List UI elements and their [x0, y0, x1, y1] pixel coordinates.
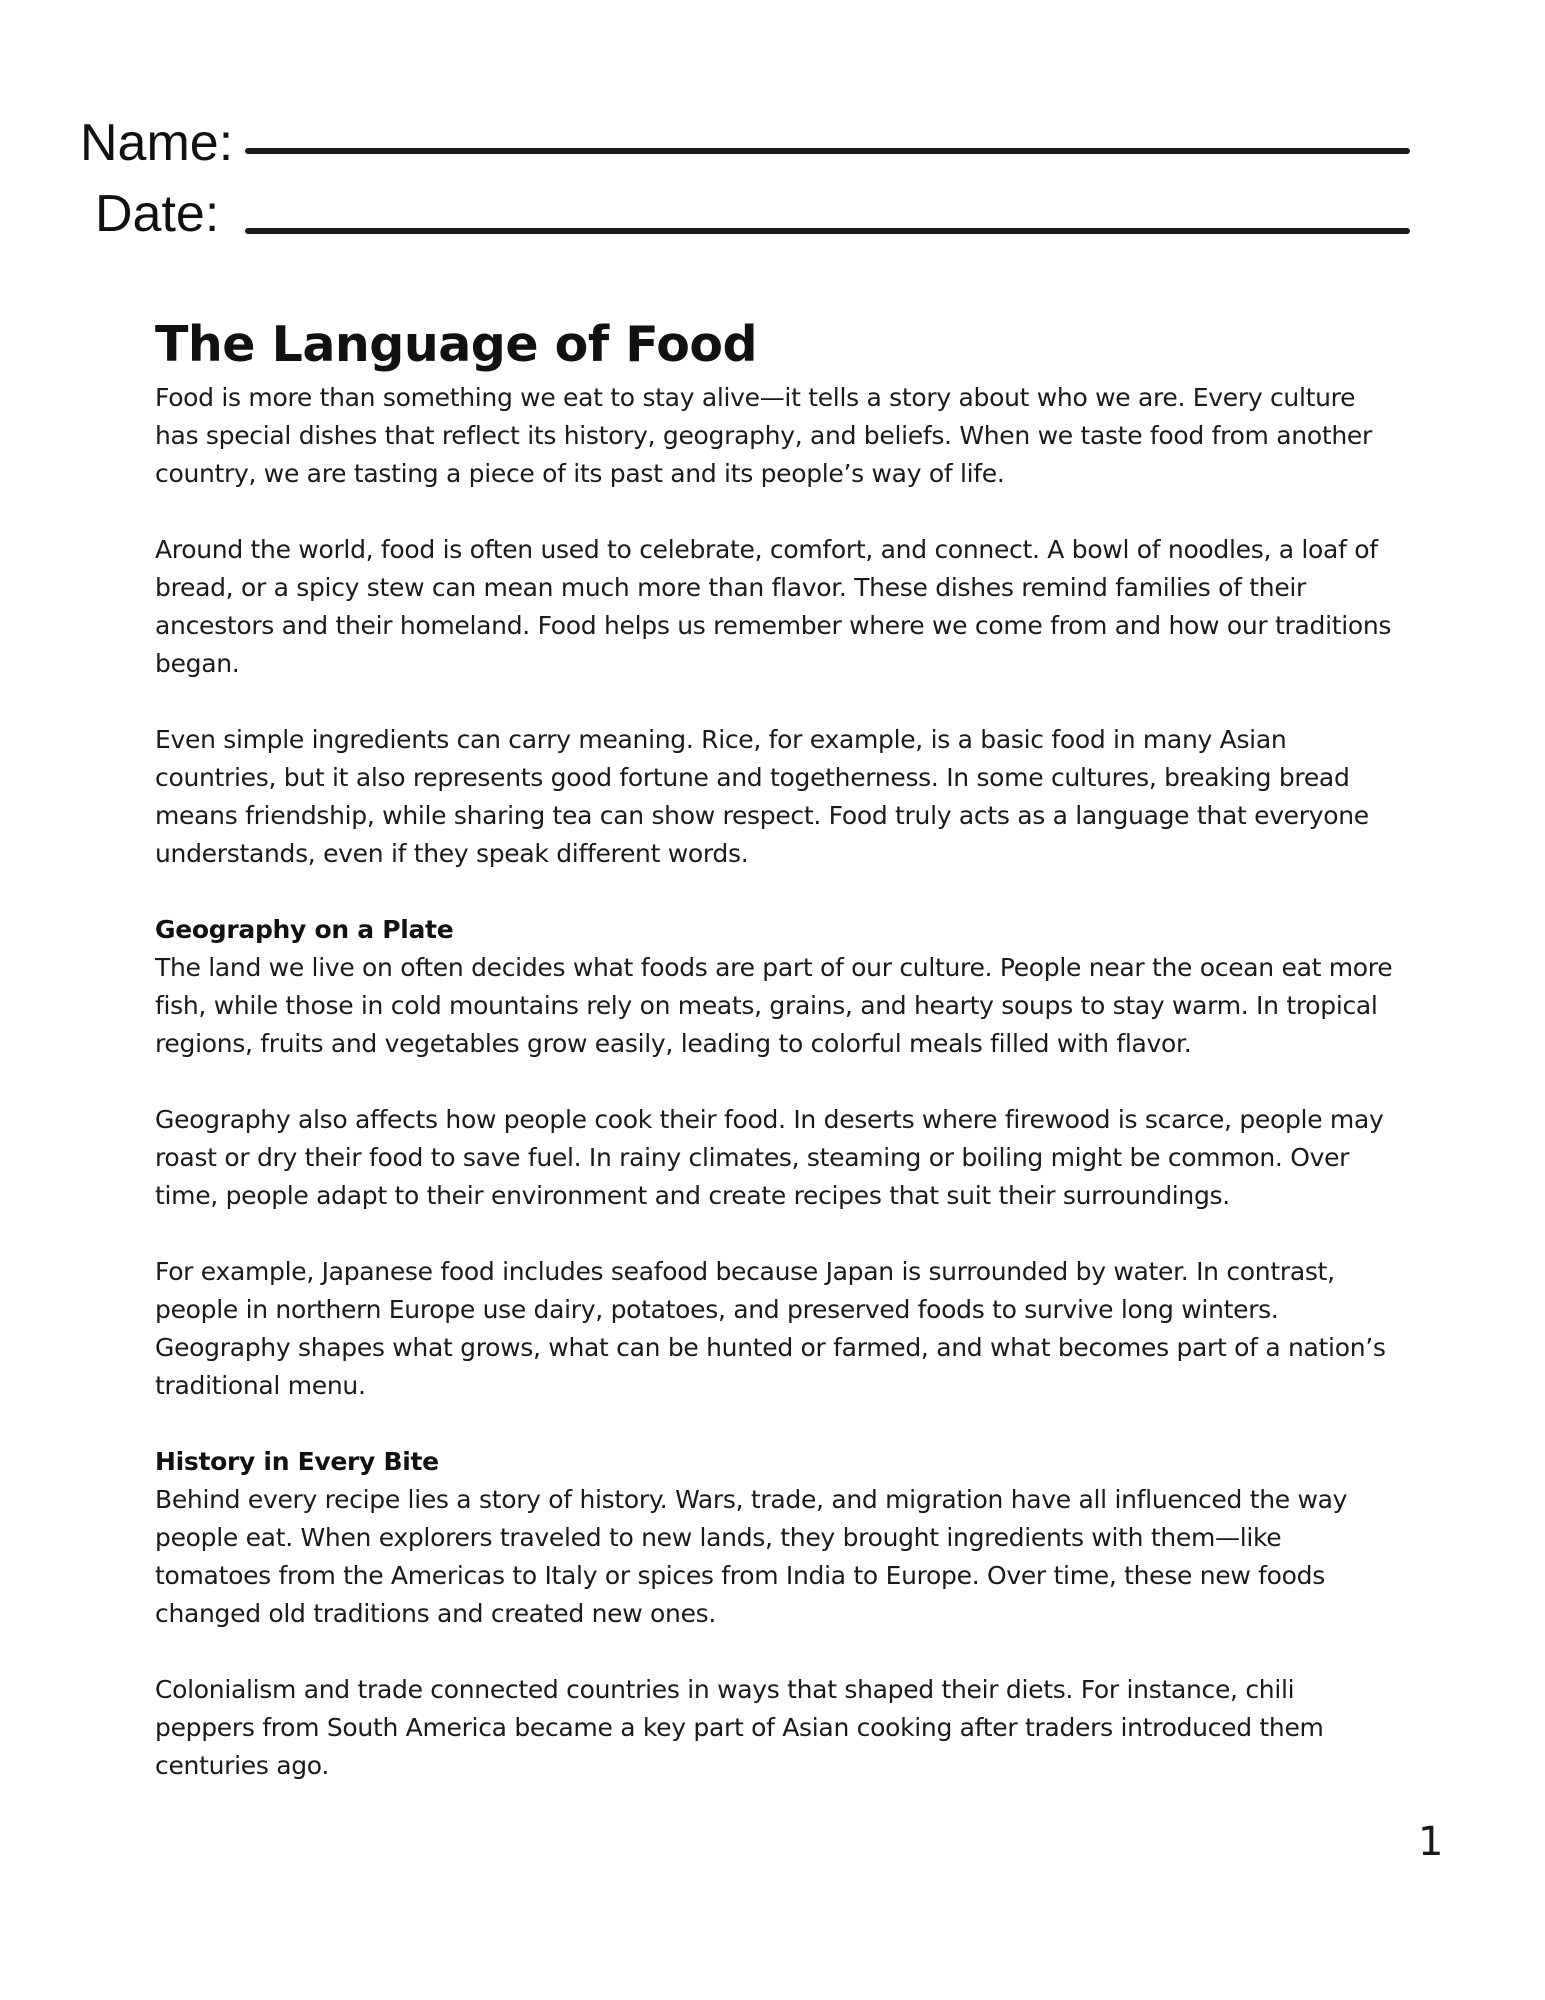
document-body — [155, 313, 1400, 1823]
name-label: Name: — [80, 114, 234, 172]
date-blank-line[interactable] — [245, 228, 1410, 234]
document-title: The Language of Food — [155, 316, 758, 373]
intro-paragraph-3: Even simple ingredients can carry meaning. Rice, for example, is a basic food in many Asian countries, but it also represents good fortune and togetherness. In some cultures, breaking bread means friendship, while sharing tea can show respect. Food truly acts as a language that everyone understands, even if they speak different words. — [155, 725, 1369, 868]
date-label: Date: — [95, 185, 220, 243]
geography-paragraph-1: The land we live on often decides what foods are part of our culture. People near the ocean eat more fish, while those in cold mountains rely on meats, grains, and hearty soups to stay warm. In tropical regions, fruits and vegetables grow easily, leading to colorful meals filled with flavor. — [155, 953, 1393, 1058]
history-paragraph-1: Behind every recipe lies a story of history. Wars, trade, and migration have all influenced the way people eat. When explorers traveled to new lands, they brought ingredients with them—like tomatoes from the Americas to Italy or spices from India to Europe. Over time, these new foods changed old traditions and created new ones. — [155, 1485, 1348, 1628]
geography-paragraph-3: For example, Japanese food includes seafood because Japan is surrounded by water. In contrast, people in northern Europe use dairy, potatoes, and preserved foods to survive long winters. Geography shapes what grows, what can be hunted or farmed, and what becomes part of a nation’s traditional menu. — [155, 1257, 1386, 1400]
name-blank-line[interactable] — [245, 148, 1410, 154]
intro-paragraph-1: Food is more than something we eat to stay alive—it tells a story about who we are. Every culture has special dishes that reflect its history, geography, and beliefs. When we taste food from another country, we are tasting a piece of its past and its people’s way of life. — [155, 383, 1372, 488]
intro-paragraph-2: Around the world, food is often used to celebrate, comfort, and connect. A bowl of noodles, a loaf of bread, or a spicy stew can mean much more than flavor. These dishes remind families of their ancestors and their homeland. Food helps us remember where we come from and how our traditions began. — [155, 535, 1392, 678]
page-number: 1 — [1418, 1819, 1444, 1865]
geography-paragraph-2: Geography also affects how people cook their food. In deserts where firewood is scarce, people may roast or dry their food to save fuel. In rainy climates, steaming or boiling might be common. Over time, people adapt to their environment and create recipes that suit their surroundings. — [155, 1105, 1384, 1210]
history-paragraph-2: Colonialism and trade connected countries in ways that shaped their diets. For instance, chili peppers from South America became a key part of Asian cooking after traders introduced them centuries ago. — [155, 1675, 1324, 1780]
section-heading-geography: Geography on a Plate — [155, 915, 454, 944]
section-heading-history: History in Every Bite — [155, 1447, 439, 1476]
